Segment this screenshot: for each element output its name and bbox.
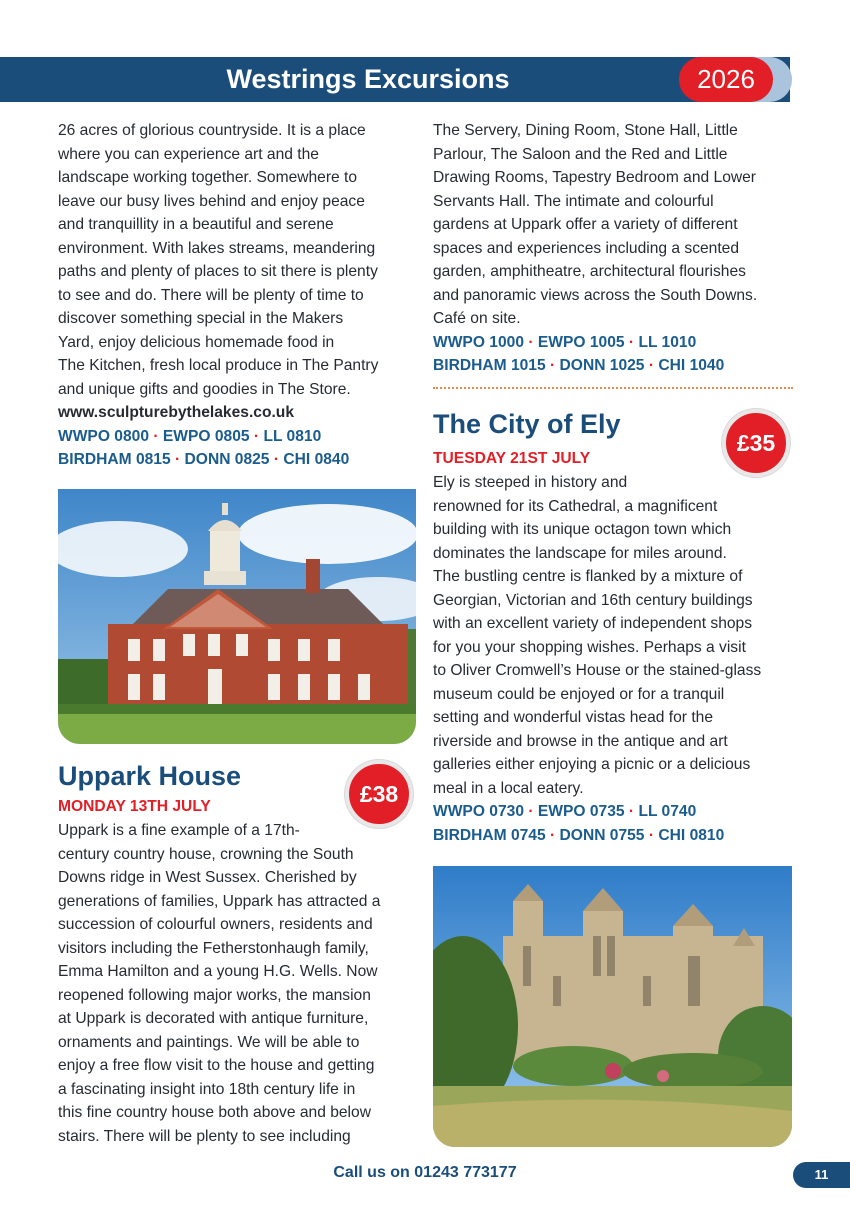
uppark-description: Uppark is a fine example of a 17th- century country house, crowning the South Downs ridge in West Sussex. Cherished by generations of families, Uppark has attracted a succession of colourful owners, residents and visitors including the Fetherstonhaugh family, Emma Hamilton and a young H.G. Wells. Now reopened following major works, the mansion at Uppark is decorated with antique furniture, ornaments and paintings. We will be able to enjoy a free flow visit to the house and getting a fascinating insight into 18th century life in this fine country house both above and below stairs. There will be plenty to see including xyxy=(58,822,381,1145)
ely-section xyxy=(433,408,793,847)
section-divider xyxy=(433,387,793,389)
pickup-times: WWPO 0800 · EWPO 0805 · LL 0810 BIRDHAM 0815 · DONN 0825 · CHI 0840 xyxy=(58,427,350,468)
website-link[interactable]: www.sculpturebythelakes.co.uk xyxy=(58,404,294,421)
year-badge: 2026 xyxy=(679,57,773,102)
ely-title: The City of Ely xyxy=(433,409,621,439)
ely-price-badge: £35 xyxy=(722,409,790,477)
intro-text: 26 acres of glorious countryside. It is a place where you can experience art and the landscape working together. Somewhere to leave our busy lives behind and enjoy peace and tranquillity in a beautiful and serene environment. With lakes streams, meandering paths and plenty of places to sit there is plenty to see and do. There will be plenty of time to discover something special in the Makers Yard, enjoy delicious homemade food in The Kitchen, fresh local produce in The Pantry and unique gifts and goodies in The Store. xyxy=(58,122,379,398)
ely-cathedral-photo xyxy=(433,866,792,1147)
uppark-pickup-times: WWPO 1000 · EWPO 1005 · LL 1010 BIRDHAM 1015 · DONN 1025 · CHI 1040 xyxy=(433,333,725,374)
page-number: 11 xyxy=(793,1162,850,1188)
ely-date: TUESDAY 21ST JULY xyxy=(433,450,591,467)
uppark-continuation xyxy=(433,119,793,378)
page-title: Westrings Excursions xyxy=(226,64,510,94)
uppark-title: Uppark House xyxy=(58,761,242,791)
uppark-photo xyxy=(58,489,416,744)
ely-pickup-times: WWPO 0730 · EWPO 0735 · LL 0740 BIRDHAM 0745 · DONN 0755 · CHI 0810 xyxy=(433,803,725,844)
uppark-date: MONDAY 13TH JULY xyxy=(58,798,211,815)
sculpture-intro xyxy=(58,119,418,472)
footer-phone[interactable]: Call us on 01243 773177 xyxy=(333,1164,517,1181)
continuation-text: The Servery, Dining Room, Stone Hall, Little Parlour, The Saloon and the Red and Little Drawing Rooms, Tapestry Bedroom and Lower Servants Hall. The intimate and colourful gardens at Uppark offer a variety of different spaces and experiences including a scented garden, amphitheatre, architectural flourishes and panoramic views across the South Downs. Café on site. xyxy=(433,122,758,327)
uppark-price-badge: £38 xyxy=(345,760,413,828)
ely-description: Ely is steeped in history and renowned for its Cathedral, a magnificent building with its unique octagon town which dominates the landscape for miles around. The bustling centre is flanked by a mixture of Georgian, Victorian and 16th century buildings with an excellent variety of independent shops for you your shopping wishes. Perhaps a visit to Oliver Cromwell’s House or the stained-glass museum could be enjoyed or for a tranquil setting and wonderful vistas head for the riverside and browse in the antique and art galleries either enjoying a picnic or a delicious meal in a local eatery. xyxy=(433,474,762,797)
